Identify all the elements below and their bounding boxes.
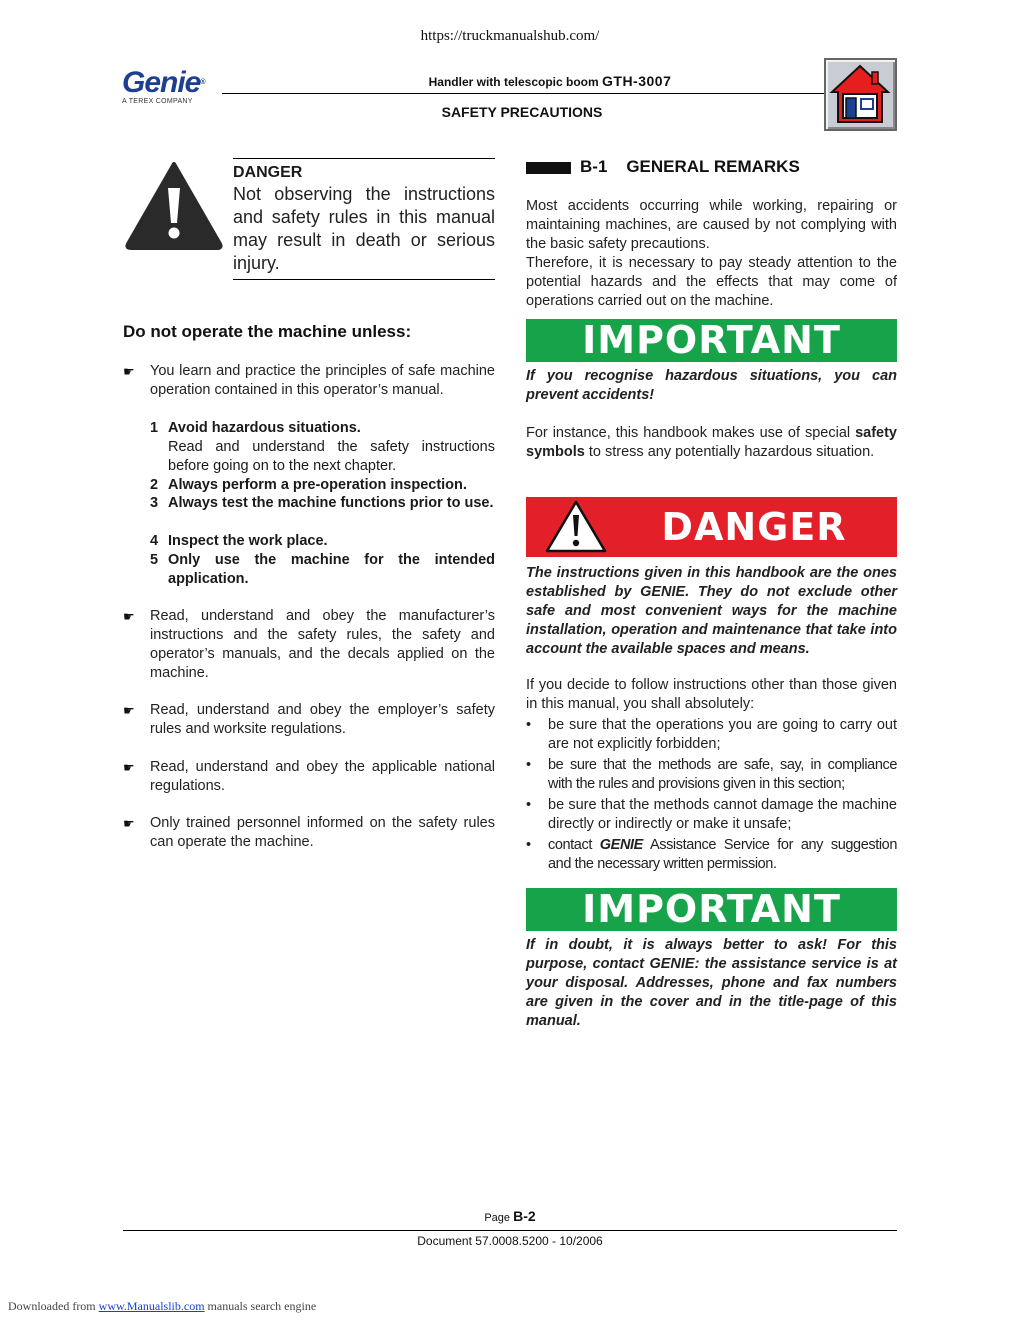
logo-subtitle: A TEREX COMPANY	[122, 98, 193, 105]
bullet-dot: •	[526, 757, 531, 773]
safety-symbols-term: safety symbols	[526, 425, 897, 460]
list-item	[123, 607, 495, 683]
source-url: https://truckmanualshub.com/	[420, 28, 600, 44]
logo-reg: ®	[200, 79, 205, 86]
bullet-dot: •	[526, 797, 532, 813]
list-item	[123, 814, 495, 852]
paragraph: If you decide to follow instructions other than those given in this manual, you shall absolutely:	[526, 677, 897, 712]
section-number: B-1	[580, 157, 608, 176]
list-item	[526, 716, 897, 754]
warning-triangle-icon	[124, 160, 224, 250]
danger-banner	[526, 497, 897, 557]
numbered-item	[150, 419, 495, 476]
section-heading-title: GENERAL REMARKS	[626, 157, 800, 176]
document-id: Document 57.0008.5200 - 10/2006	[417, 1234, 603, 1248]
section-heading	[580, 157, 800, 177]
list-item	[526, 836, 897, 874]
logo-brand: Genie	[122, 66, 201, 99]
list-item-text: be sure that the methods are safe, say, in compliance with the rules and provisions given in this section;	[548, 757, 897, 792]
paragraph-part: For instance, this handbook makes use of special	[526, 425, 856, 441]
list-item-text: be sure that the methods cannot damage the machine directly or indirectly or make it unsafe;	[548, 797, 897, 832]
bullet-dot: •	[526, 717, 532, 733]
important-text: If you recognise hazardous situations, you can prevent accidents!	[526, 368, 897, 403]
numbered-item	[150, 532, 495, 551]
paragraph-part: to stress any potentially hazardous situation.	[584, 444, 875, 460]
numbered-item-number: 5	[150, 552, 159, 568]
download-credit-suffix: manuals search engine	[204, 1299, 317, 1313]
pointing-hand-icon: ☛	[123, 703, 135, 718]
list-item-text	[548, 836, 897, 874]
list-item-text: Read, understand and obey the manufacturer’s instructions and the safety rules, the safety and operator’s manuals, and the decals applied on the machine.	[150, 608, 495, 681]
header-title	[300, 73, 800, 89]
home-button[interactable]	[824, 58, 897, 131]
danger-notice-heading: DANGER	[233, 164, 303, 181]
numbered-item-number: 2	[150, 477, 159, 493]
numbered-item-number: 1	[150, 420, 159, 436]
header-title-prefix: Handler with telescopic boom	[428, 75, 602, 89]
section-marker-bar	[526, 162, 571, 174]
paragraph	[526, 424, 897, 462]
genie-brand-text: GENIE	[599, 837, 643, 853]
list-item-text: You learn and practice the principles of safe machine operation contained in this operator’s manual.	[150, 363, 495, 398]
home-icon	[826, 60, 895, 129]
numbered-item	[150, 551, 495, 589]
numbered-item	[150, 476, 495, 495]
numbered-item-number: 4	[150, 533, 159, 549]
danger-banner-label: DANGER	[661, 505, 847, 549]
danger-notice	[233, 158, 495, 280]
danger-text: The instructions given in this handbook are the ones established by GENIE. They do not exclude other safe and most convenient ways for the machine installation, operation and maintenance that take into account the available spaces and means.	[526, 565, 897, 657]
header-model: GTH-3007	[602, 73, 672, 89]
paragraph: Therefore, it is necessary to pay steady attention to the potential hazards and the effects that may come of operations carried out on the machine.	[526, 255, 897, 309]
list-item-text: Read, understand and obey the applicable national regulations.	[150, 759, 495, 794]
list-item-text: Only trained personnel informed on the safety rules can operate the machine.	[150, 815, 495, 850]
footer-rule	[123, 1230, 897, 1231]
list-item-part: Assistance Service for any suggestion and the necessary written permission.	[548, 837, 897, 872]
bullet-dot: •	[526, 837, 531, 853]
download-credit	[8, 1299, 316, 1314]
paragraph: Most accidents occurring while working, repairing or maintaining machines, are caused by not complying with the basic safety precautions.	[526, 198, 897, 252]
numbered-item	[150, 494, 495, 513]
important-banner	[526, 888, 897, 931]
list-item-text: be sure that the operations you are going to carry out are not explicitly forbidden;	[548, 717, 897, 752]
important-text: If in doubt, it is always better to ask! For this purpose, contact GENIE: the assistance service is at your disposal. Addresses, phone and fax numbers are given in the cover and in the title-page of this manual.	[526, 937, 897, 1029]
important-banner-label: IMPORTANT	[582, 318, 841, 362]
list-item-text: Read, understand and obey the employer’s safety rules and worksite regulations.	[150, 702, 495, 737]
numbered-item-text: Avoid hazardous situations.	[168, 420, 361, 436]
page-number	[0, 1208, 1020, 1224]
page-num: B-2	[513, 1208, 536, 1224]
important-banner-label: IMPORTANT	[582, 887, 841, 931]
numbered-item-text: Always test the machine functions prior to use.	[168, 495, 494, 511]
genie-logo	[122, 68, 222, 105]
numbered-item-text: Inspect the work place.	[168, 533, 328, 549]
list-item	[123, 701, 495, 739]
section-title: SAFETY PRECAUTIONS	[441, 104, 603, 120]
manualslib-link[interactable]: www.Manualslib.com	[98, 1299, 205, 1313]
pointing-hand-icon: ☛	[123, 609, 135, 624]
numbered-item-number: 3	[150, 495, 159, 511]
pointing-hand-icon: ☛	[123, 364, 135, 379]
pointing-hand-icon: ☛	[123, 760, 135, 775]
list-item	[526, 796, 897, 834]
list-item-part: contact	[548, 837, 600, 853]
warning-triangle-icon	[544, 499, 608, 555]
list-item	[123, 362, 495, 400]
header-rule	[222, 93, 826, 94]
left-heading: Do not operate the machine unless:	[123, 322, 412, 341]
pointing-hand-icon: ☛	[123, 816, 135, 831]
danger-notice-text: Not observing the instructions and safety rules in this manual may result in death or serious injury.	[233, 184, 495, 273]
numbered-item-subtext: Read and understand the safety instructions before going on to the next chapter.	[168, 439, 495, 474]
numbered-item-text: Only use the machine for the intended application.	[168, 552, 495, 587]
list-item	[123, 758, 495, 796]
list-item	[526, 756, 897, 794]
page-label: Page	[484, 1212, 514, 1224]
download-credit-prefix: Downloaded from	[8, 1299, 99, 1313]
important-banner	[526, 319, 897, 362]
numbered-item-text: Always perform a pre-operation inspection.	[168, 477, 467, 493]
